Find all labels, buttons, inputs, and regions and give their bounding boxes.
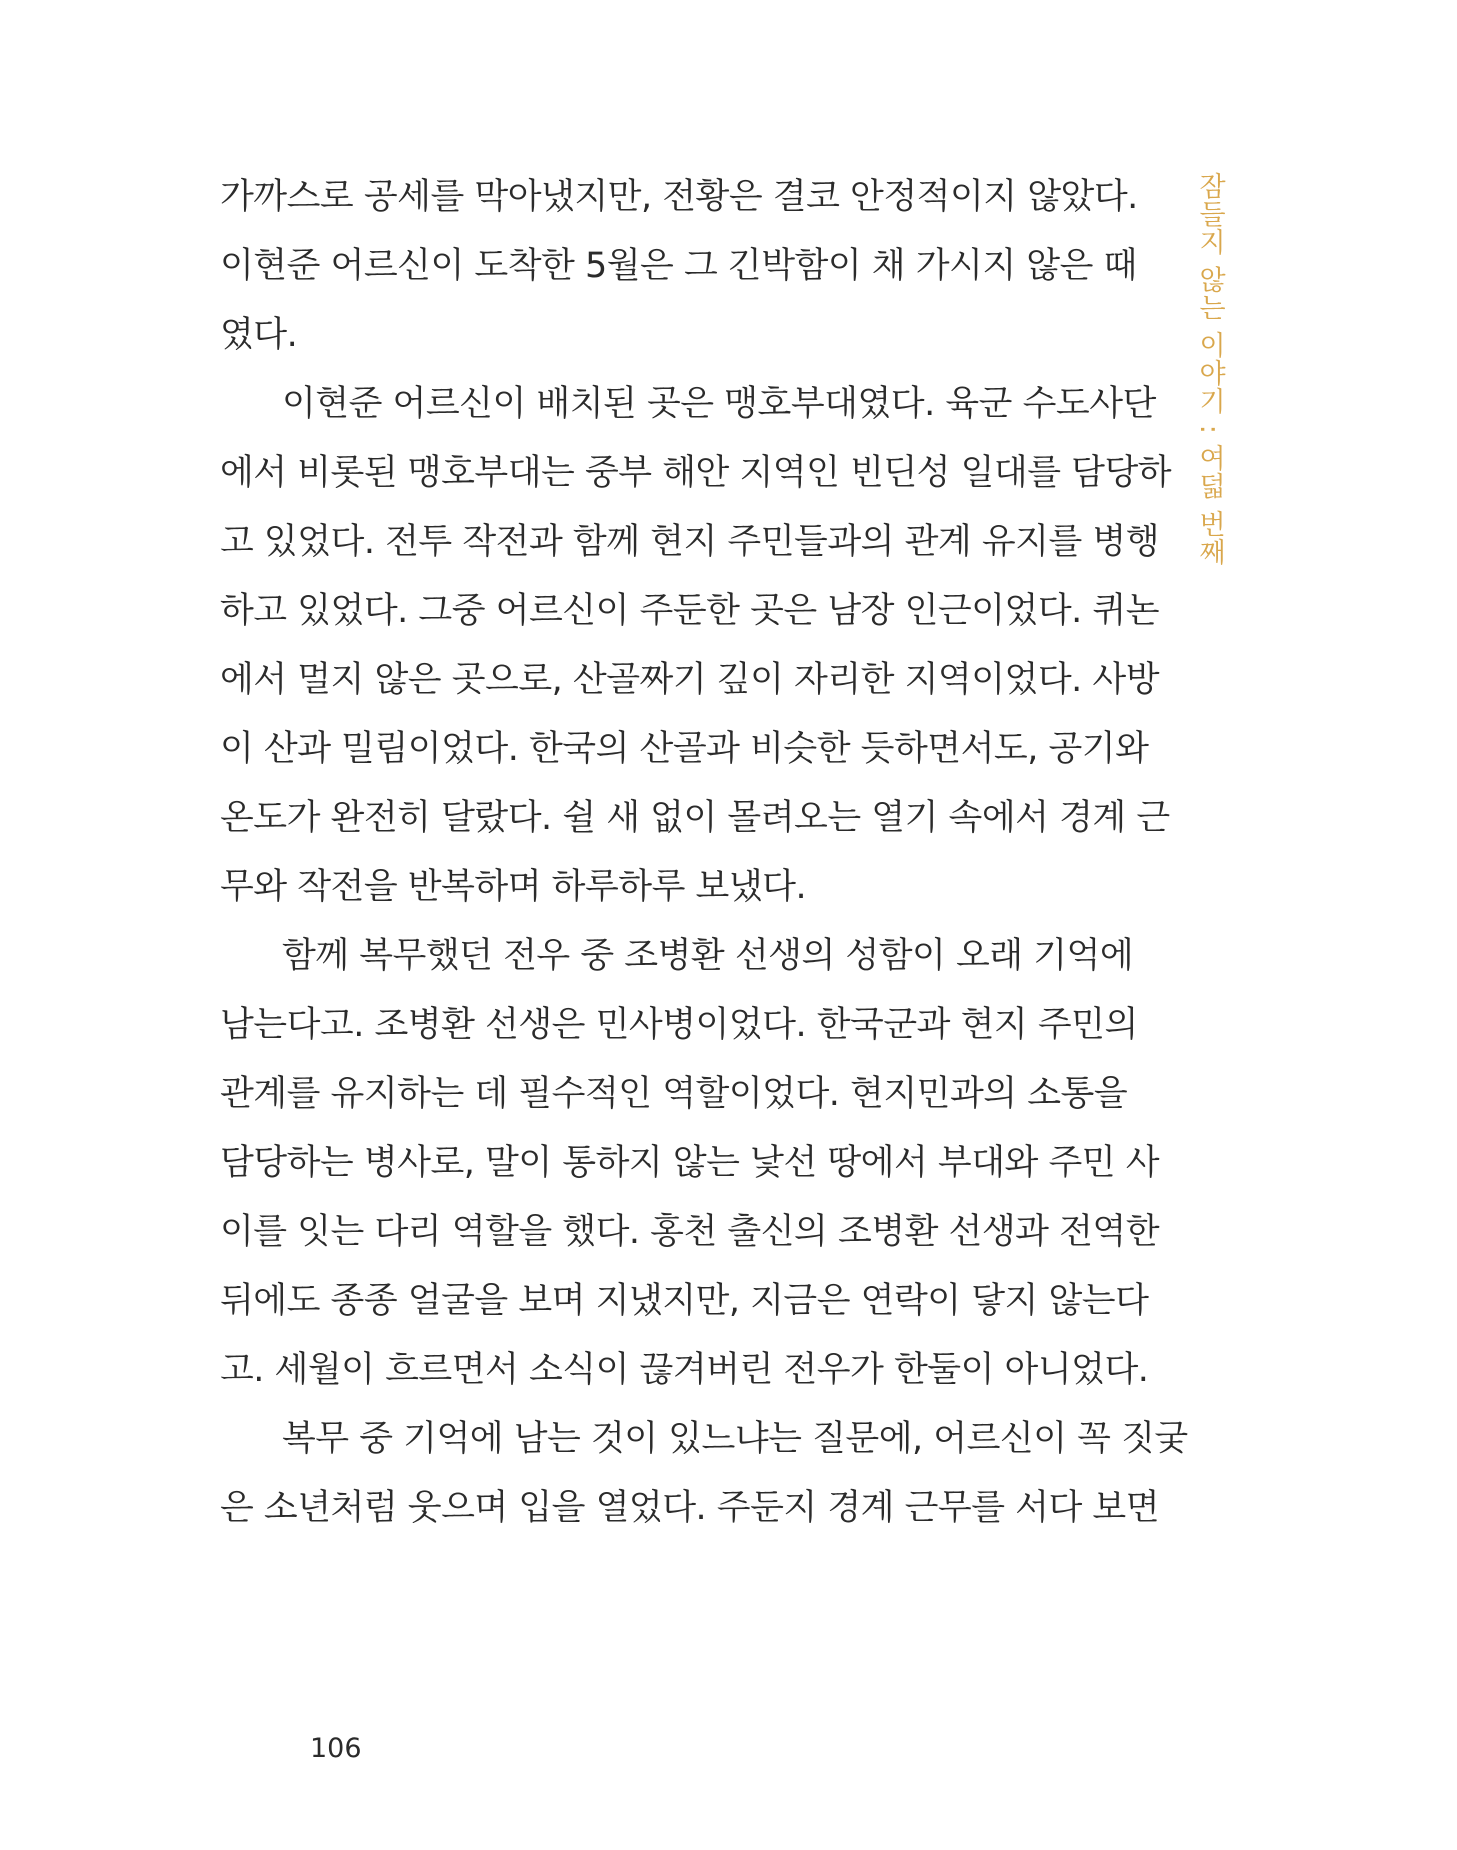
text-line: 은 소년처럼 웃으며 입을 열었다. 주둔지 경계 근무를 서다 보면	[220, 1488, 1160, 1528]
text-line: 하고 있었다. 그중 어르신이 주둔한 곳은 남장 인근이었다. 퀴논	[220, 591, 1160, 631]
text-line: 이 산과 밀림이었다. 한국의 산골과 비슷한 듯하면서도, 공기와	[220, 729, 1149, 769]
text-line: 온도가 완전히 달랐다. 쉴 새 없이 몰려오는 열기 속에서 경계 근	[220, 798, 1170, 838]
text-line: 담당하는 병사로, 말이 통하지 않는 낯선 땅에서 부대와 주민 사	[220, 1143, 1160, 1183]
text-line: 였다.	[220, 315, 298, 355]
text-line: 이를 잇는 다리 역할을 했다. 홍천 출신의 조병환 선생과 전역한	[220, 1212, 1160, 1252]
text-line: 남는다고. 조병환 선생은 민사병이었다. 한국군과 현지 주민의	[220, 1005, 1138, 1045]
text-line: 에서 멀지 않은 곳으로, 산골짜기 깊이 자리한 지역이었다. 사방	[220, 660, 1160, 700]
paragraph-first-line: 함께 복무했던 전우 중 조병환 선생의 성함이 오래 기억에	[282, 936, 1134, 976]
body-text	[220, 163, 1188, 1543]
paragraph-first-line: 복무 중 기억에 남는 것이 있느냐는 질문에, 어르신이 꼭 짓궂	[282, 1419, 1188, 1459]
text-line: 이현준 어르신이 도착한 5월은 그 긴박함이 채 가시지 않은 때	[220, 246, 1137, 286]
paragraph-first-line: 이현준 어르신이 배치된 곳은 맹호부대였다. 육군 수도사단	[282, 384, 1156, 424]
text-line: 무와 작전을 반복하며 하루하루 보냈다.	[220, 867, 807, 907]
text-line: 가까스로 공세를 막아냈지만, 전황은 결코 안정적이지 않았다.	[220, 177, 1138, 217]
running-head: 잠들지 않는 이야기 : 여덟 번째	[1194, 172, 1225, 567]
text-line: 관계를 유지하는 데 필수적인 역할이었다. 현지민과의 소통을	[220, 1074, 1128, 1114]
text-line: 뒤에도 종종 얼굴을 보며 지냈지만, 지금은 연락이 닿지 않는다	[220, 1281, 1149, 1321]
text-line: 고 있었다. 전투 작전과 함께 현지 주민들과의 관계 유지를 병행	[220, 522, 1160, 562]
page-number: 106	[310, 1733, 362, 1764]
text-line: 고. 세월이 흐르면서 소식이 끊겨버린 전우가 한둘이 아니었다.	[220, 1350, 1149, 1390]
text-line: 에서 비롯된 맹호부대는 중부 해안 지역인 빈딘성 일대를 담당하	[220, 453, 1172, 493]
